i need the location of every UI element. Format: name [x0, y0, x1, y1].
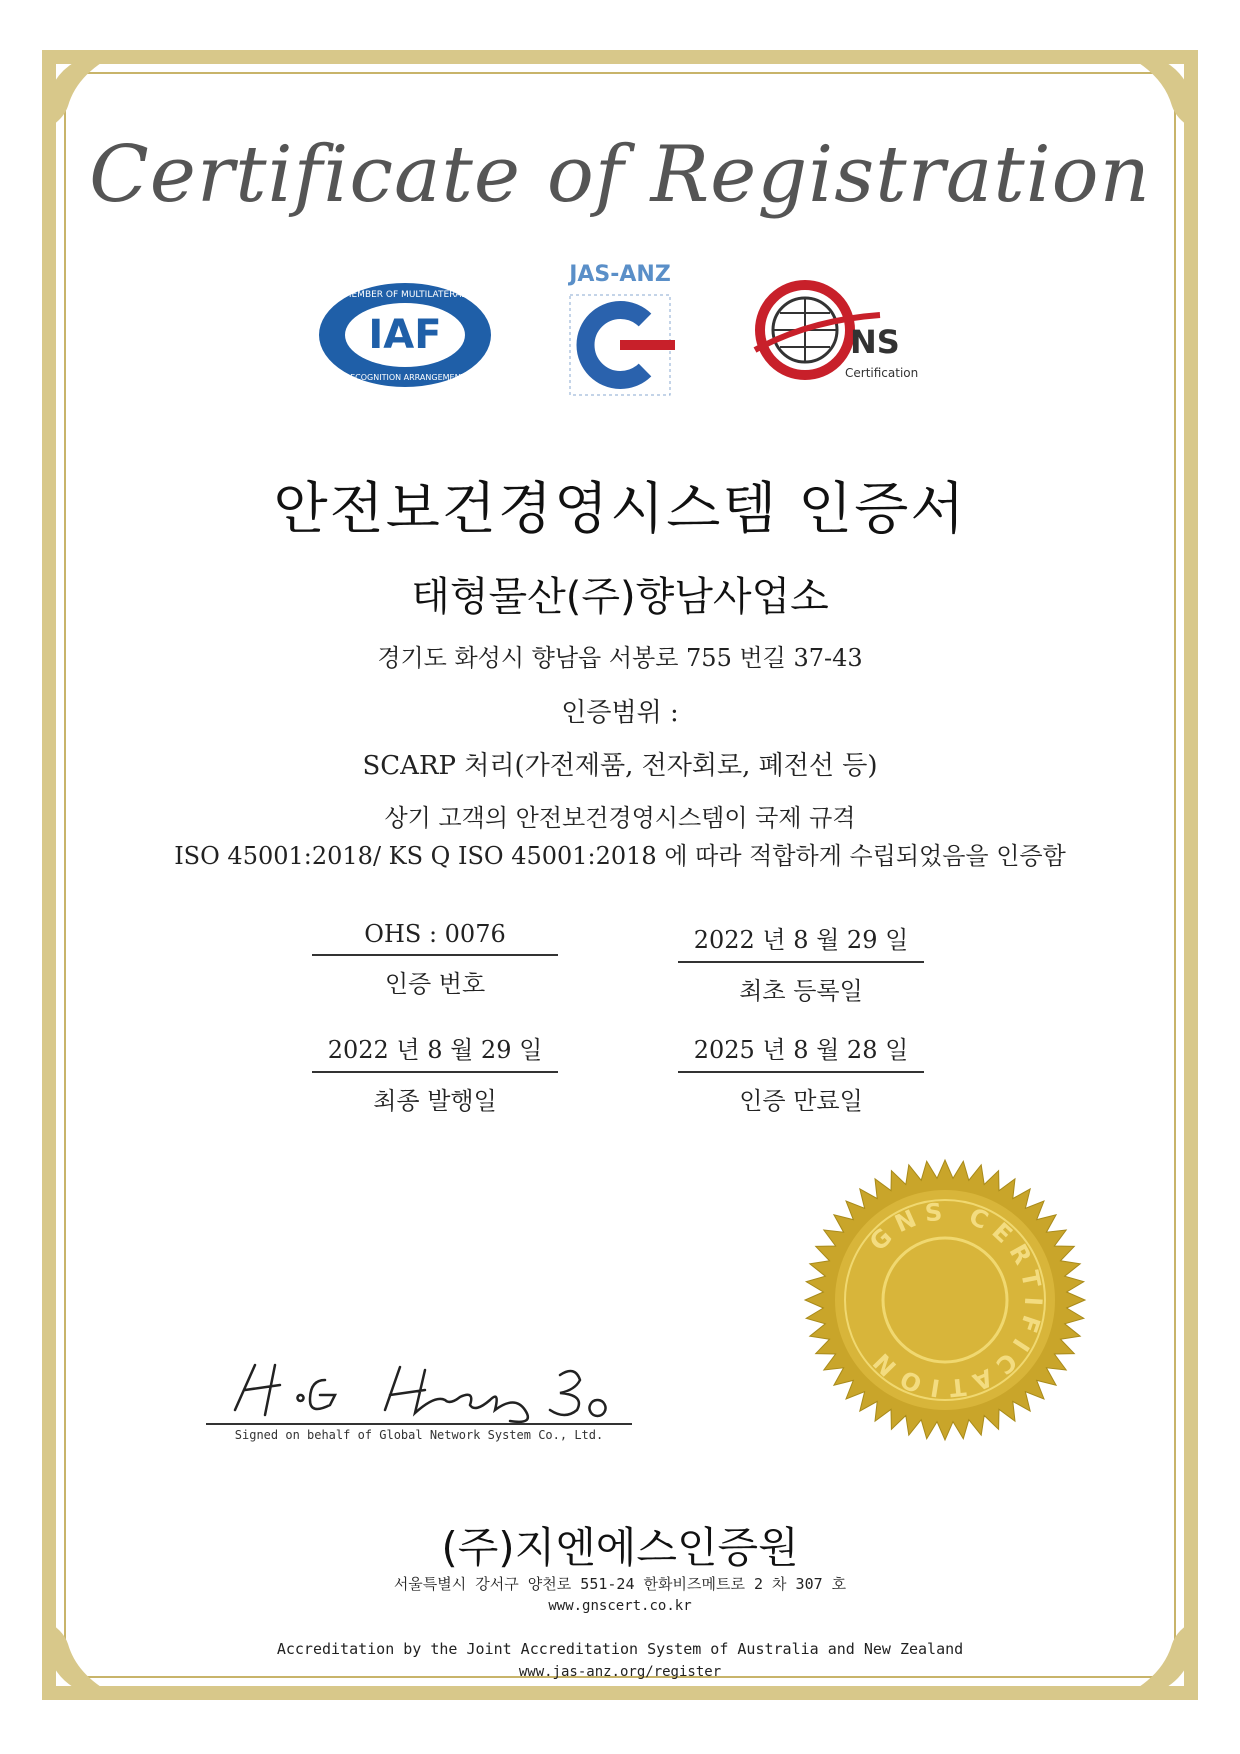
expiry-label: 인증 만료일 — [739, 1087, 863, 1115]
certificate-number-label: 인증 번호 — [384, 970, 486, 998]
svg-text:MEMBER OF MULTILATERAL: MEMBER OF MULTILATERAL — [343, 290, 467, 300]
certificate-number-value: OHS : 0076 — [312, 920, 558, 956]
last-issue-field — [312, 1030, 558, 1116]
svg-text:JAS-ANZ: JAS-ANZ — [569, 262, 671, 287]
certificate-number-field — [312, 920, 558, 999]
iaf-logo-icon — [315, 280, 495, 390]
signature-icon — [225, 1355, 625, 1425]
statement-line-1: 상기 고객의 안전보건경영시스템이 국제 규격 — [384, 804, 856, 832]
certificate-title: Certificate of Registration — [89, 130, 1151, 220]
gns-logo-icon — [750, 275, 930, 395]
last-issue-value: 2022 년 8 월 29 일 — [312, 1030, 558, 1073]
first-registration-field — [678, 920, 924, 1006]
svg-text:IAF: IAF — [368, 312, 442, 358]
accreditation-text: Accreditation by the Joint Accreditation System of Australia and New Zealand — [276, 1640, 964, 1658]
first-registration-label: 최초 등록일 — [739, 977, 863, 1005]
corner-ornament-icon — [1112, 46, 1202, 136]
issuer-website: www.gnscert.co.kr — [548, 1598, 692, 1614]
issuer-address: 서울특별시 강서구 양천로 551-24 한화비즈메트로 2 차 307 호 — [393, 1575, 847, 1593]
accreditation-website: www.jas-anz.org/register — [518, 1664, 722, 1680]
svg-text:NS: NS — [850, 323, 900, 361]
first-registration-value: 2022 년 8 월 29 일 — [678, 920, 924, 963]
corner-ornament-icon — [1112, 1614, 1202, 1704]
scope-label: 인증범위 : — [561, 698, 679, 728]
last-issue-label: 최종 발행일 — [373, 1087, 497, 1115]
expiry-field — [678, 1030, 924, 1116]
corner-ornament-icon — [38, 1614, 128, 1704]
signature-caption: Signed on behalf of Global Network System Co., Ltd. — [234, 1428, 604, 1442]
certification-scope: SCARP 처리(가전제품, 전자회로, 폐전선 등) — [362, 751, 878, 781]
issuer-name: (주)지엔에스인증원 — [441, 1523, 799, 1572]
company-address: 경기도 화성시 향남읍 서봉로 755 번길 37-43 — [377, 644, 863, 672]
jasanz-logo-icon — [550, 255, 690, 405]
statement-line-2: ISO 45001:2018/ KS Q ISO 45001:2018 에 따라 적합하게 수립되었음을 인증함 — [174, 842, 1066, 870]
company-name: 태형물산(주)향남사업소 — [411, 574, 829, 620]
svg-text:RECOGNITION ARRANGEMENT: RECOGNITION ARRANGEMENT — [344, 373, 466, 382]
accreditation-logos — [0, 255, 1240, 405]
signature-line — [206, 1423, 632, 1425]
expiry-value: 2025 년 8 월 28 일 — [678, 1030, 924, 1073]
corner-ornament-icon — [38, 46, 128, 136]
certificate-heading: 안전보건경영시스템 인증서 — [273, 477, 967, 542]
svg-text:Certification: Certification — [845, 366, 919, 380]
gold-seal-icon — [800, 1155, 1090, 1445]
svg-text:GNS CERTIFICATION: GNS CERTIFICATION — [862, 1197, 1048, 1403]
